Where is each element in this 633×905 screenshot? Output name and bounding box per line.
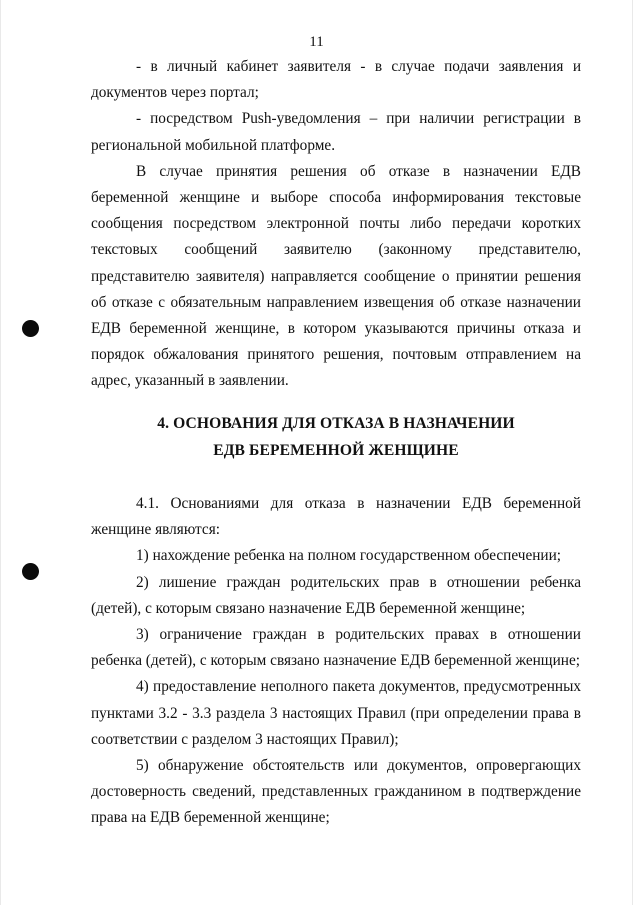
body-text-top [91,54,581,395]
section-heading-line1: 4. ОСНОВАНИЯ ДЛЯ ОТКАЗА В НАЗНАЧЕНИИ [157,415,515,432]
list-item-3: 3) ограничение граждан в родительских правах в отношении ребенка (детей), с которым связано назначение ЕДВ беременной женщине; [91,626,581,670]
list-item-4: 4) предоставление неполного пакета документов, предусмотренных пунктами 3.2 - 3.3 раздела 3 настоящих Правил (при определении права в соответствии с разделом 3 настоящих Правил); [91,678,581,748]
list-item-5: 5) обнаружение обстоятельств или документов, опровергающих достоверность сведений, представленных гражданином в подтверждение права на ЕДВ беременной женщине; [91,757,581,827]
paragraph-4-1: 4.1. Основаниями для отказа в назначении ЕДВ беременной женщине являются: [91,495,581,539]
paragraph-refusal-notice: В случае принятия решения об отказе в назначении ЕДВ беременной женщине и выборе способа информирования текстовые сообщения посредством электронной почты либо передачи коротких текстовых сообщений заявителю (законному представителю, представителю заявителя) направляется сообщение о принятии решения об отказе с обязательным направлением извещения об отказе назначении ЕДВ беременной женщине, в котором указываются причины отказа и порядок обжалования принятого решения, почтовым отправлением на адрес, указанный в заявлении. [91,162,581,390]
section-body [91,491,581,832]
page-number: 11 [309,34,324,50]
section-heading [91,410,581,464]
binder-hole-bottom [22,563,39,580]
scan-edge-left [0,0,1,905]
section-heading-line2: ЕДВ БЕРЕМЕННОЙ ЖЕНЩИНЕ [213,442,459,459]
list-item-2: 2) лишение граждан родительских прав в отношении ребенка (детей), с которым связано назначение ЕДВ беременной женщине; [91,573,581,617]
binder-hole-top [22,320,39,337]
paragraph-cabinet: - в личный кабинет заявителя - в случае подачи заявления и документов через портал; [91,58,581,102]
list-item-1: 1) нахождение ребенка на полном государственном обеспечении; [136,547,562,565]
paragraph-push: - посредством Push-уведомления – при наличии регистрации в региональной мобильной платформе. [91,110,581,154]
